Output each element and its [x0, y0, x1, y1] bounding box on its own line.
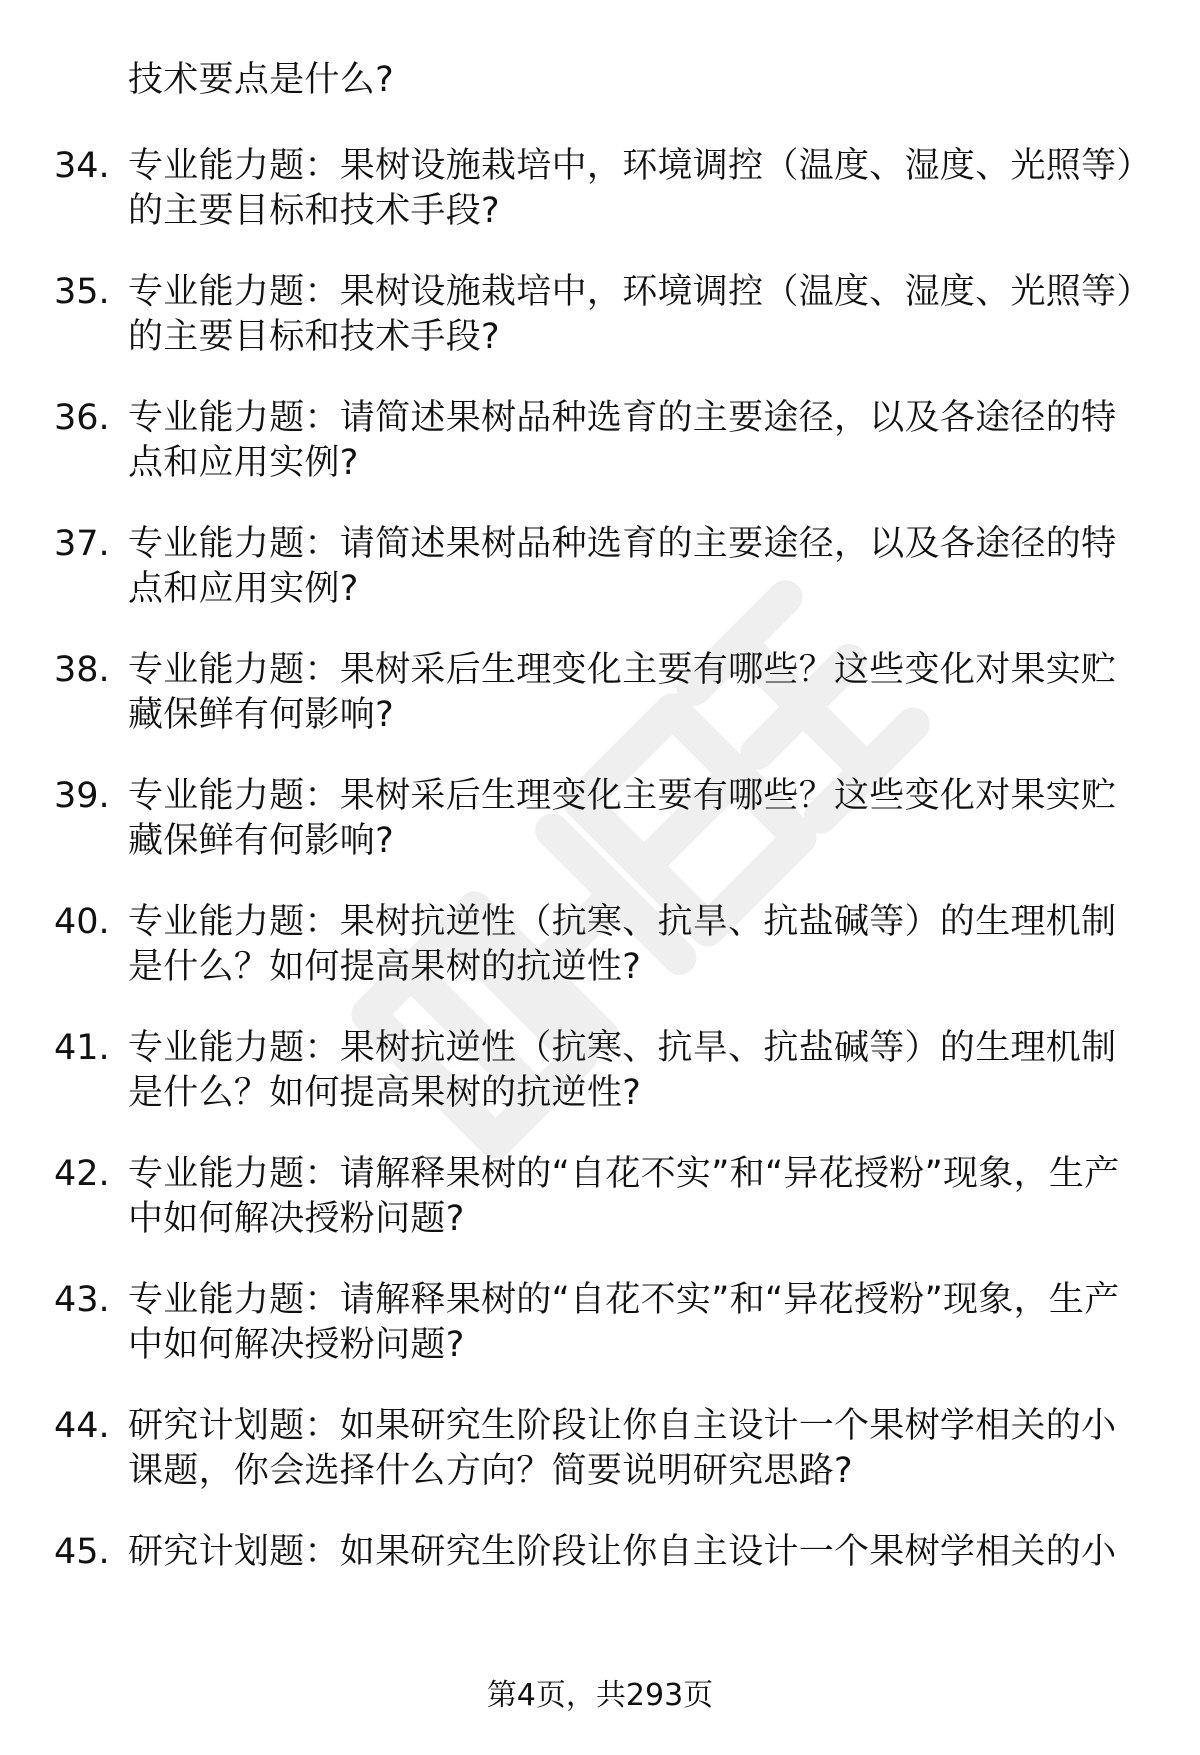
list-item — [0, 396, 1200, 483]
item-text: 专业能力题：请简述果树品种选育的主要途径，以及各途径的特点和应用实例? — [128, 398, 1117, 483]
item-text: 专业能力题：请解释果树的“自花不实”和“异花授粉”现象，生产中如何解决授粉问题? — [128, 1280, 1120, 1365]
question-list — [0, 58, 1200, 1656]
list-item — [0, 1278, 1200, 1365]
item-text: 研究计划题：如果研究生阶段让你自主设计一个果树学相关的小课题，你会选择什么方向？简要说明研究思路? — [128, 1406, 1117, 1491]
item-number: 37. — [54, 524, 110, 564]
item-number: 45. — [54, 1532, 110, 1572]
list-item — [0, 900, 1200, 987]
item-text: 专业能力题：请简述果树品种选育的主要途径，以及各途径的特点和应用实例? — [128, 524, 1117, 609]
list-item — [0, 1530, 1200, 1614]
item-number: 42. — [54, 1154, 110, 1194]
item-text: 专业能力题：果树设施栽培中，环境调控（温度、湿度、光照等）的主要目标和技术手段? — [128, 146, 1135, 231]
list-item — [0, 648, 1200, 735]
list-item — [0, 1152, 1200, 1239]
item-number: 44. — [54, 1406, 110, 1446]
page-number-label: 第4页，共293页 — [486, 1678, 714, 1713]
list-item — [0, 270, 1200, 357]
item-text: 研究计划题：如果研究生阶段让你自主设计一个果树学相关的小 — [128, 1532, 1117, 1572]
item-number: 34. — [54, 146, 110, 186]
page-footer — [0, 1676, 1200, 1716]
item-number: 41. — [54, 1028, 110, 1068]
item-text: 专业能力题：果树设施栽培中，环境调控（温度、湿度、光照等）的主要目标和技术手段? — [128, 272, 1135, 357]
list-item — [0, 58, 1200, 100]
item-number: 43. — [54, 1280, 110, 1320]
item-number: 38. — [54, 650, 110, 690]
item-text: 专业能力题：果树采后生理变化主要有哪些？这些变化对果实贮藏保鲜有何影响? — [128, 776, 1117, 861]
list-item — [0, 522, 1200, 609]
item-text: 专业能力题：果树抗逆性（抗寒、抗旱、抗盐碱等）的生理机制是什么？如何提高果树的抗逆性? — [128, 1028, 1117, 1113]
item-number: 40. — [54, 902, 110, 942]
list-item — [0, 774, 1200, 861]
list-item — [0, 144, 1200, 231]
item-number: 39. — [54, 776, 110, 816]
list-item — [0, 1404, 1200, 1491]
item-text: 专业能力题：果树采后生理变化主要有哪些？这些变化对果实贮藏保鲜有何影响? — [128, 650, 1117, 735]
item-text: 专业能力题：请解释果树的“自花不实”和“异花授粉”现象，生产中如何解决授粉问题? — [128, 1154, 1120, 1239]
list-item — [0, 1026, 1200, 1113]
item-number: 35. — [54, 272, 110, 312]
item-text: 技术要点是什么? — [128, 60, 394, 100]
item-number: 36. — [54, 398, 110, 438]
item-text: 专业能力题：果树抗逆性（抗寒、抗旱、抗盐碱等）的生理机制是什么？如何提高果树的抗逆性? — [128, 902, 1117, 987]
